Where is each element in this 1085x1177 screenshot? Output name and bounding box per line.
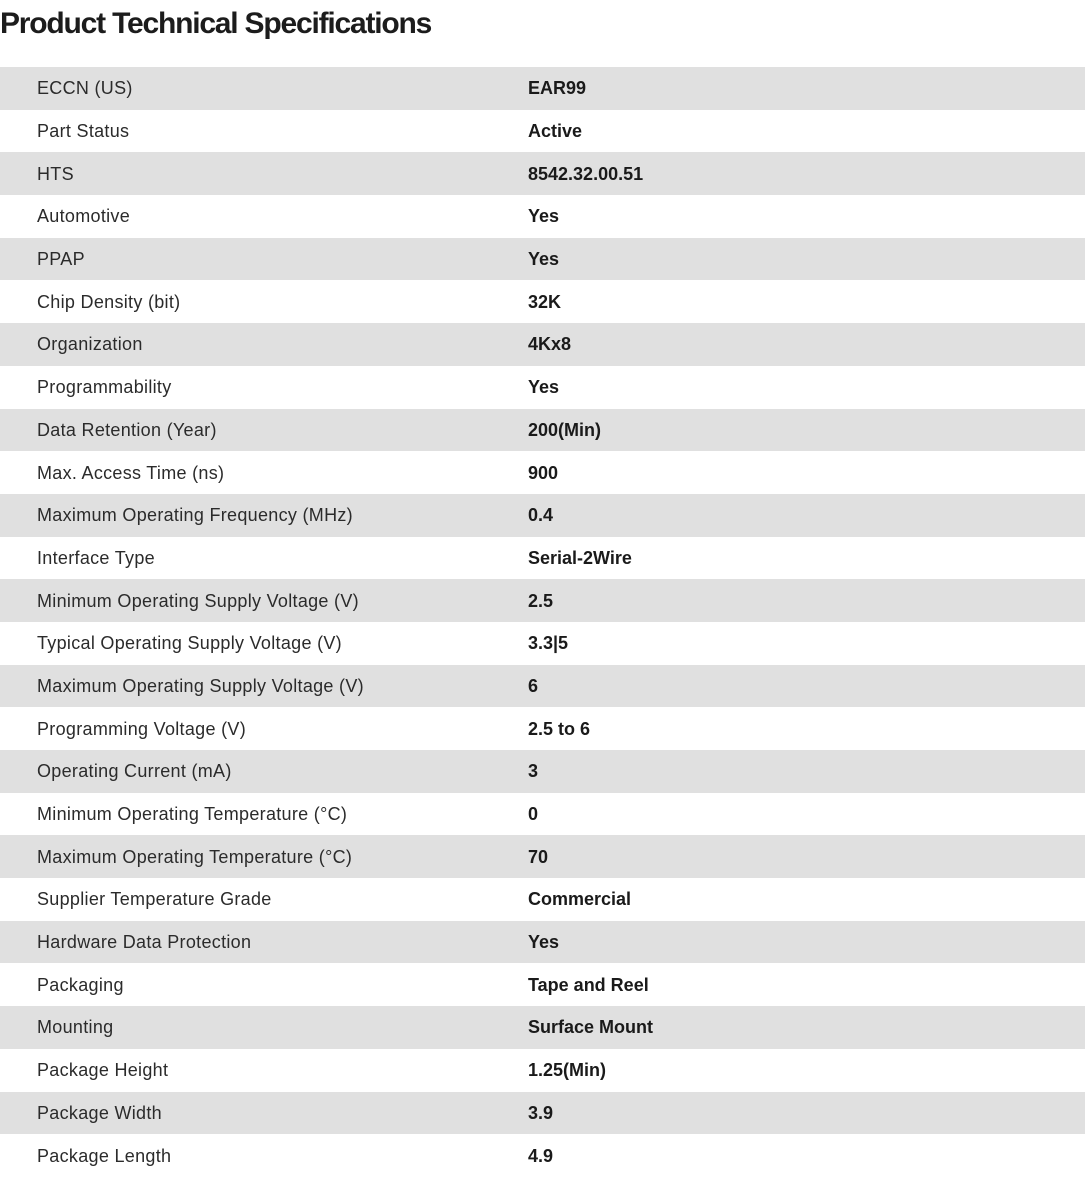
- spec-row: [0, 238, 1085, 281]
- spec-row: [0, 622, 1085, 665]
- spec-label: Maximum Operating Frequency (MHz): [37, 505, 353, 526]
- spec-label: Part Status: [37, 121, 130, 142]
- spec-row: [0, 1006, 1085, 1049]
- spec-row: [0, 409, 1085, 452]
- spec-value: Tape and Reel: [528, 974, 649, 995]
- spec-label: Maximum Operating Supply Voltage (V): [37, 675, 364, 696]
- spec-value: 200(Min): [528, 419, 602, 440]
- spec-label: HTS: [37, 163, 74, 184]
- spec-row: [0, 537, 1085, 580]
- spec-label: Chip Density (bit): [37, 291, 181, 312]
- spec-label: Mounting: [37, 1017, 114, 1038]
- spec-row: [0, 963, 1085, 1006]
- spec-row: [0, 878, 1085, 921]
- spec-row: [0, 1134, 1085, 1177]
- spec-label: Automotive: [37, 206, 131, 227]
- spec-value: 6: [528, 675, 539, 696]
- spec-row: [0, 750, 1085, 793]
- spec-label: Data Retention (Year): [37, 419, 217, 440]
- spec-value: 3: [528, 761, 539, 782]
- spec-row: [0, 835, 1085, 878]
- spec-value: 70: [528, 846, 549, 867]
- spec-label: Maximum Operating Temperature (°C): [37, 846, 353, 867]
- spec-label: ECCN (US): [37, 78, 133, 99]
- spec-label: Minimum Operating Supply Voltage (V): [37, 590, 359, 611]
- spec-value: EAR99: [528, 78, 587, 99]
- spec-value: Commercial: [528, 889, 632, 910]
- spec-label: Programming Voltage (V): [37, 718, 246, 739]
- spec-value: 4Kx8: [528, 334, 572, 355]
- spec-value: 8542.32.00.51: [528, 163, 644, 184]
- spec-table: [0, 67, 1085, 1177]
- spec-label: Interface Type: [37, 547, 155, 568]
- spec-value: Yes: [528, 377, 560, 398]
- spec-row: [0, 110, 1085, 153]
- spec-row: [0, 921, 1085, 964]
- spec-row: [0, 579, 1085, 622]
- spec-label: Operating Current (mA): [37, 761, 232, 782]
- spec-row: [0, 707, 1085, 750]
- spec-row: [0, 793, 1085, 836]
- spec-label: Package Length: [37, 1145, 172, 1166]
- spec-value: 32K: [528, 291, 562, 312]
- spec-label: Organization: [37, 334, 143, 355]
- spec-row: [0, 1092, 1085, 1135]
- spec-row: [0, 1049, 1085, 1092]
- spec-label: Packaging: [37, 974, 124, 995]
- spec-label: Typical Operating Supply Voltage (V): [37, 633, 342, 654]
- spec-value: Yes: [528, 932, 560, 953]
- spec-row: [0, 195, 1085, 238]
- spec-label: Package Height: [37, 1060, 169, 1081]
- spec-label: Hardware Data Protection: [37, 932, 252, 953]
- spec-label: Supplier Temperature Grade: [37, 889, 272, 910]
- spec-value: 0: [528, 804, 539, 825]
- spec-value: Yes: [528, 206, 560, 227]
- spec-label: Max. Access Time (ns): [37, 462, 225, 483]
- spec-row: [0, 152, 1085, 195]
- spec-value: Yes: [528, 249, 560, 270]
- spec-value: 2.5 to 6: [528, 718, 591, 739]
- spec-label: PPAP: [37, 249, 85, 270]
- spec-label: Package Width: [37, 1102, 162, 1123]
- spec-row: [0, 323, 1085, 366]
- spec-row: [0, 67, 1085, 110]
- spec-value: Active: [528, 121, 583, 142]
- spec-value: 2.5: [528, 590, 554, 611]
- spec-value: 0.4: [528, 505, 554, 526]
- spec-value: Surface Mount: [528, 1017, 654, 1038]
- spec-row: [0, 366, 1085, 409]
- spec-row: [0, 280, 1085, 323]
- page-title: Product Technical Specifications: [0, 7, 432, 40]
- spec-label: Minimum Operating Temperature (°C): [37, 804, 348, 825]
- spec-value: Serial-2Wire: [528, 547, 632, 568]
- spec-row: [0, 451, 1085, 494]
- spec-value: 3.3|5: [528, 633, 569, 654]
- spec-label: Programmability: [37, 377, 172, 398]
- spec-value: 3.9: [528, 1102, 554, 1123]
- spec-row: [0, 665, 1085, 708]
- spec-row: [0, 494, 1085, 537]
- spec-value: 1.25(Min): [528, 1060, 607, 1081]
- spec-value: 4.9: [528, 1145, 554, 1166]
- spec-table-body: [0, 67, 1085, 1177]
- spec-value: 900: [528, 462, 559, 483]
